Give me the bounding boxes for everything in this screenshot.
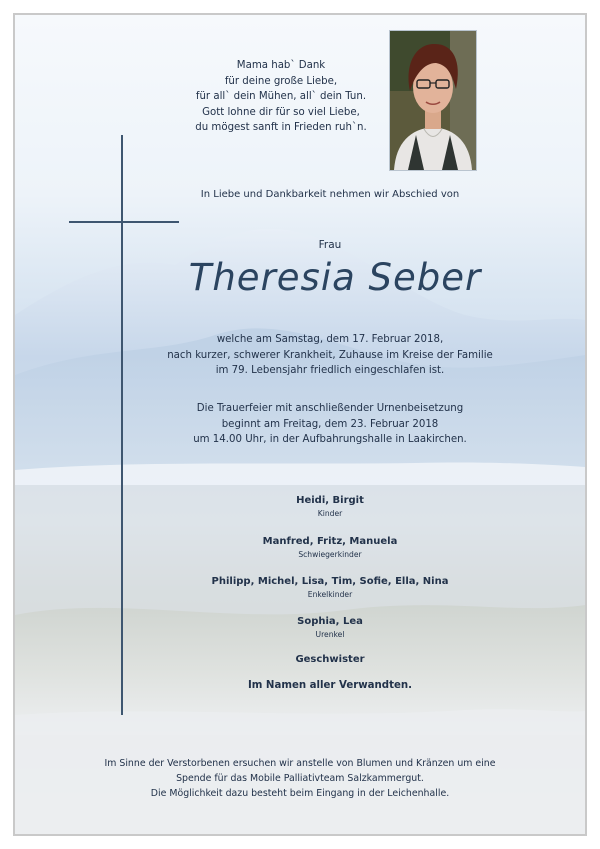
- funeral-notice-line: Die Trauerfeier mit anschließender Urnenbeisetzung: [196, 403, 464, 414]
- family-names: Philipp, Michel, Lisa, Tim, Sofie, Ella, Nina: [211, 576, 449, 587]
- poem: [188, 58, 374, 136]
- death-notice: [140, 332, 520, 379]
- poem-line: Gott lohne dir für so viel Liebe,: [202, 106, 360, 118]
- donation-note-line: Die Möglichkeit dazu besteht beim Eingang in der Leichenhalle.: [150, 788, 450, 800]
- family-group-grandchildren: [140, 576, 520, 599]
- family-names: Manfred, Fritz, Manuela: [262, 536, 398, 547]
- family-group-great-grandchildren: [140, 616, 520, 639]
- closing-line: Im Namen aller Verwandten.: [247, 680, 412, 691]
- poem-line: für all` dein Mühen, all` dein Tun.: [195, 91, 367, 103]
- donation-note: [30, 756, 570, 802]
- family-group-siblings: [140, 654, 520, 665]
- deceased-name: Theresia Seber: [188, 256, 482, 299]
- portrait-illustration: [390, 31, 476, 170]
- poem-line: Mama hab` Dank: [236, 60, 326, 71]
- death-notice-line: nach kurzer, schwerer Krankheit, Zuhause im Kreise der Familie: [167, 349, 493, 361]
- family-relation: Schwiegerkinder: [298, 550, 362, 559]
- funeral-notice-line: um 14.00 Uhr, in der Aufbahrungshalle in Laakirchen.: [193, 434, 467, 445]
- family-relation: Enkelkinder: [307, 590, 353, 599]
- portrait-photo: [389, 30, 477, 171]
- death-notice-line: welche am Samstag, dem 17. Februar 2018,: [216, 334, 444, 345]
- donation-note-line: Im Sinne der Verstorbenen ersuchen wir anstelle von Blumen und Kränzen um eine: [104, 758, 496, 769]
- poem-line: du mögest sanft in Frieden ruh`n.: [195, 122, 367, 134]
- poem-line: für deine große Liebe,: [224, 75, 338, 87]
- family-names: Geschwister: [295, 654, 365, 665]
- family-group-children: [140, 495, 520, 518]
- death-notice-line: im 79. Lebensjahr friedlich eingeschlafen ist.: [215, 365, 445, 376]
- family-group-in-laws: [140, 536, 520, 559]
- latin-cross-bar: [69, 221, 179, 223]
- family-names: Heidi, Birgit: [296, 495, 364, 506]
- family-relation: Urenkel: [315, 630, 345, 639]
- donation-note-line: Spende für das Mobile Palliativteam Salzkammergut.: [176, 773, 424, 785]
- intro-text: In Liebe und Dankbarkeit nehmen wir Abschied von: [200, 189, 460, 200]
- salutation: Frau: [318, 239, 342, 251]
- funeral-notice: [140, 401, 520, 448]
- funeral-notice-line: beginnt am Freitag, dem 23. Februar 2018: [221, 418, 439, 430]
- family-relation: Kinder: [317, 509, 343, 518]
- family-names: Sophia, Lea: [297, 616, 363, 627]
